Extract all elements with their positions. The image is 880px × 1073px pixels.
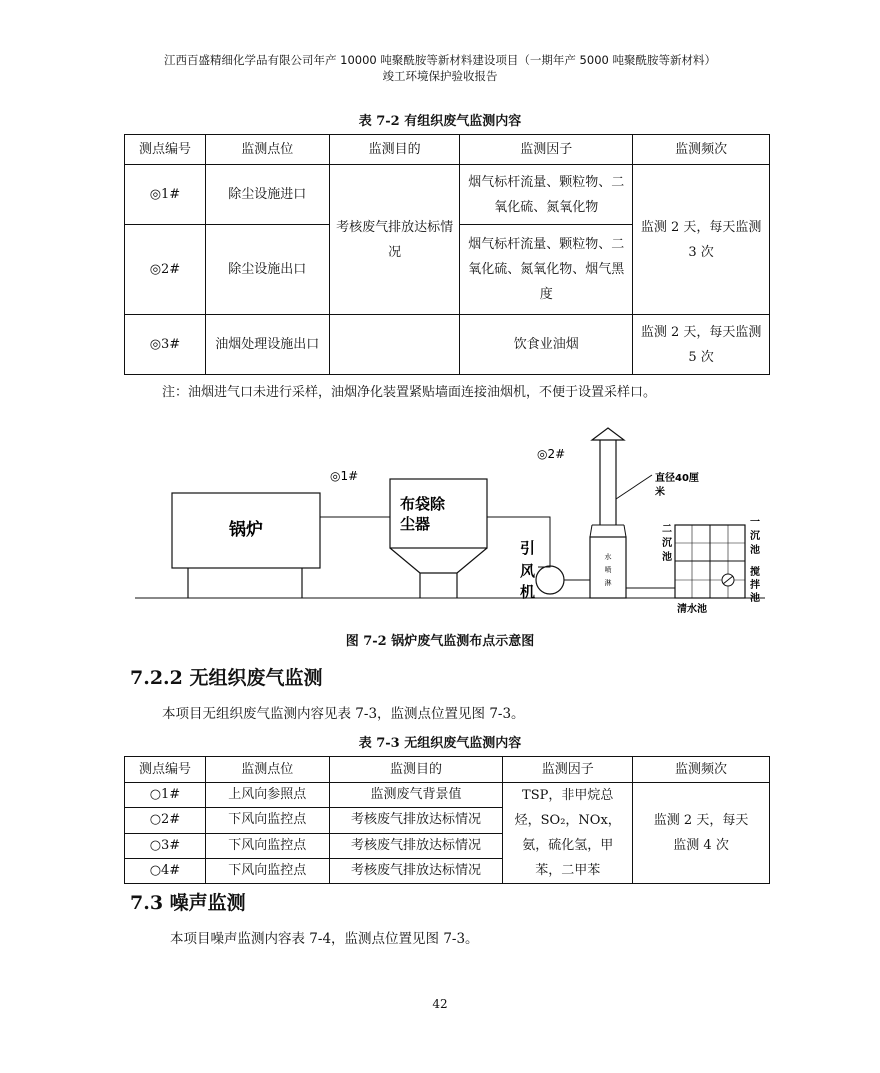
table-header-cell: 监测频次 bbox=[633, 135, 770, 165]
table-7-3 bbox=[124, 756, 770, 884]
boiler-monitoring-diagram bbox=[130, 425, 770, 625]
point-location-cell: 油烟处理设施出口 bbox=[205, 315, 329, 375]
clear-pool-label: 清水池 bbox=[677, 604, 707, 615]
stir-label-1: 搅 bbox=[750, 567, 760, 578]
point-id-cell: ◎1# bbox=[125, 165, 206, 225]
monitor-point-1-label: ◎1# bbox=[330, 469, 359, 483]
scrubber-label-1: 水 bbox=[604, 553, 612, 561]
bag-filter-label-line1: 布袋除 bbox=[400, 495, 446, 513]
point-location-cell: 下风向监控点 bbox=[205, 808, 329, 833]
section-heading-7-3: 7.3 噪声监测 bbox=[130, 892, 246, 914]
monitor-point-2-label: ◎2# bbox=[537, 447, 566, 461]
section-paragraph: 本项目无组织废气监测内容见表 7-3，监测点位置见图 7-3。 bbox=[162, 706, 525, 722]
figure-7-2-caption: 图 7-2 锅炉废气监测布点示意图 bbox=[345, 634, 535, 649]
scrubber-tower bbox=[590, 525, 626, 598]
table-header-cell: 测点编号 bbox=[125, 135, 206, 165]
scrubber-label-2: 喷 bbox=[604, 566, 612, 574]
boiler-unit bbox=[172, 493, 320, 598]
fan-label-2: 风 bbox=[520, 562, 536, 580]
factor-cell: TSP，非甲烷总烃，SO₂，NOx，氨，硫化氢，甲苯，二甲苯 bbox=[503, 783, 633, 884]
sed2-label-2: 沉 bbox=[662, 538, 672, 549]
point-location-cell: 除尘设施进口 bbox=[205, 165, 329, 225]
table-header-cell: 测点编号 bbox=[125, 757, 206, 783]
frequency-cell: 监测 2 天，每天监测 3 次 bbox=[633, 165, 770, 315]
bag-filter-unit bbox=[390, 479, 487, 598]
boiler-label: 锅炉 bbox=[229, 520, 263, 540]
point-location-cell: 下风向监控点 bbox=[205, 858, 329, 883]
purpose-cell: 考核废气排放达标情况 bbox=[329, 833, 503, 858]
bag-filter-label-line2: 尘器 bbox=[400, 515, 431, 533]
point-id-cell: ○1# bbox=[125, 783, 206, 808]
sed1-label-3: 池 bbox=[750, 545, 760, 556]
fan-label-1: 引 bbox=[520, 539, 536, 557]
factor-cell: 烟气标杆流量、颗粒物、二氧化硫、氮氧化物 bbox=[460, 165, 633, 225]
table-header-cell: 监测因子 bbox=[503, 757, 633, 783]
table-header-cell: 监测点位 bbox=[205, 135, 329, 165]
page-number: 42 bbox=[432, 997, 448, 1011]
table-header-cell: 监测目的 bbox=[329, 135, 460, 165]
purpose-cell: 考核废气排放达标情况 bbox=[329, 165, 460, 315]
stir-label-2: 拌 bbox=[750, 580, 760, 591]
factor-cell: 烟气标杆流量、颗粒物、二氧化硫、氮氧化物、烟气黑度 bbox=[460, 225, 633, 315]
frequency-cell: 监测 2 天，每天监测 5 次 bbox=[633, 315, 770, 375]
section-paragraph: 本项目噪声监测内容表 7-4，监测点位置见图 7-3。 bbox=[170, 931, 479, 947]
purpose-cell bbox=[329, 315, 460, 375]
sed1-label-1: 一 bbox=[750, 517, 760, 528]
bag-filter-label bbox=[400, 495, 446, 533]
purpose-cell: 考核废气排放达标情况 bbox=[329, 858, 503, 883]
factor-cell: 饮食业油烟 bbox=[460, 315, 633, 375]
point-location-cell: 上风向参照点 bbox=[205, 783, 329, 808]
diameter-label-2: 米 bbox=[655, 487, 665, 498]
frequency-cell: 监测 2 天，每天监测 4 次 bbox=[633, 783, 770, 884]
purpose-cell: 考核废气排放达标情况 bbox=[329, 808, 503, 833]
point-location-cell: 下风向监控点 bbox=[205, 833, 329, 858]
table-header-cell: 监测目的 bbox=[329, 757, 503, 783]
table-7-2-caption: 表 7-2 有组织废气监测内容 bbox=[358, 114, 522, 129]
sed1-label-2: 沉 bbox=[750, 531, 760, 542]
point-id-cell: ○2# bbox=[125, 808, 206, 833]
fan-unit bbox=[520, 539, 564, 601]
table-7-2 bbox=[124, 134, 770, 375]
section-heading-7-2-2: 7.2.2 无组织废气监测 bbox=[130, 667, 323, 689]
scrubber-label-3: 淋 bbox=[604, 579, 612, 587]
point-location-cell: 除尘设施出口 bbox=[205, 225, 329, 315]
point-id-cell: ○3# bbox=[125, 833, 206, 858]
table-header-cell: 监测频次 bbox=[633, 757, 770, 783]
point-id-cell: ◎3# bbox=[125, 315, 206, 375]
point-id-cell: ○4# bbox=[125, 858, 206, 883]
point-id-cell: ◎2# bbox=[125, 225, 206, 315]
document-header-line1: 江西百盛精细化学品有限公司年产 10000 吨聚酰胺等新材料建设项目（一期年产 5000 吨聚酰胺等新材料） bbox=[164, 53, 716, 67]
purpose-cell: 监测废气背景值 bbox=[329, 783, 503, 808]
settling-tanks bbox=[675, 525, 745, 598]
table-header-cell: 监测点位 bbox=[205, 757, 329, 783]
exhaust-stack bbox=[592, 428, 652, 525]
table-7-3-caption: 表 7-3 无组织废气监测内容 bbox=[358, 736, 522, 751]
duct-line bbox=[487, 517, 550, 567]
fan-label-3: 机 bbox=[520, 583, 536, 601]
sed2-label-3: 池 bbox=[662, 552, 672, 563]
document-header-line2: 竣工环境保护验收报告 bbox=[382, 69, 498, 83]
table-note: 注：油烟进气口未进行采样，油烟净化装置紧贴墙面连接油烟机，不便于设置采样口。 bbox=[162, 385, 657, 400]
diameter-label-1: 直径40厘 bbox=[655, 473, 699, 484]
sed2-label-1: 二 bbox=[662, 524, 672, 535]
table-header-cell: 监测因子 bbox=[460, 135, 633, 165]
stir-label-3: 池 bbox=[750, 593, 760, 604]
